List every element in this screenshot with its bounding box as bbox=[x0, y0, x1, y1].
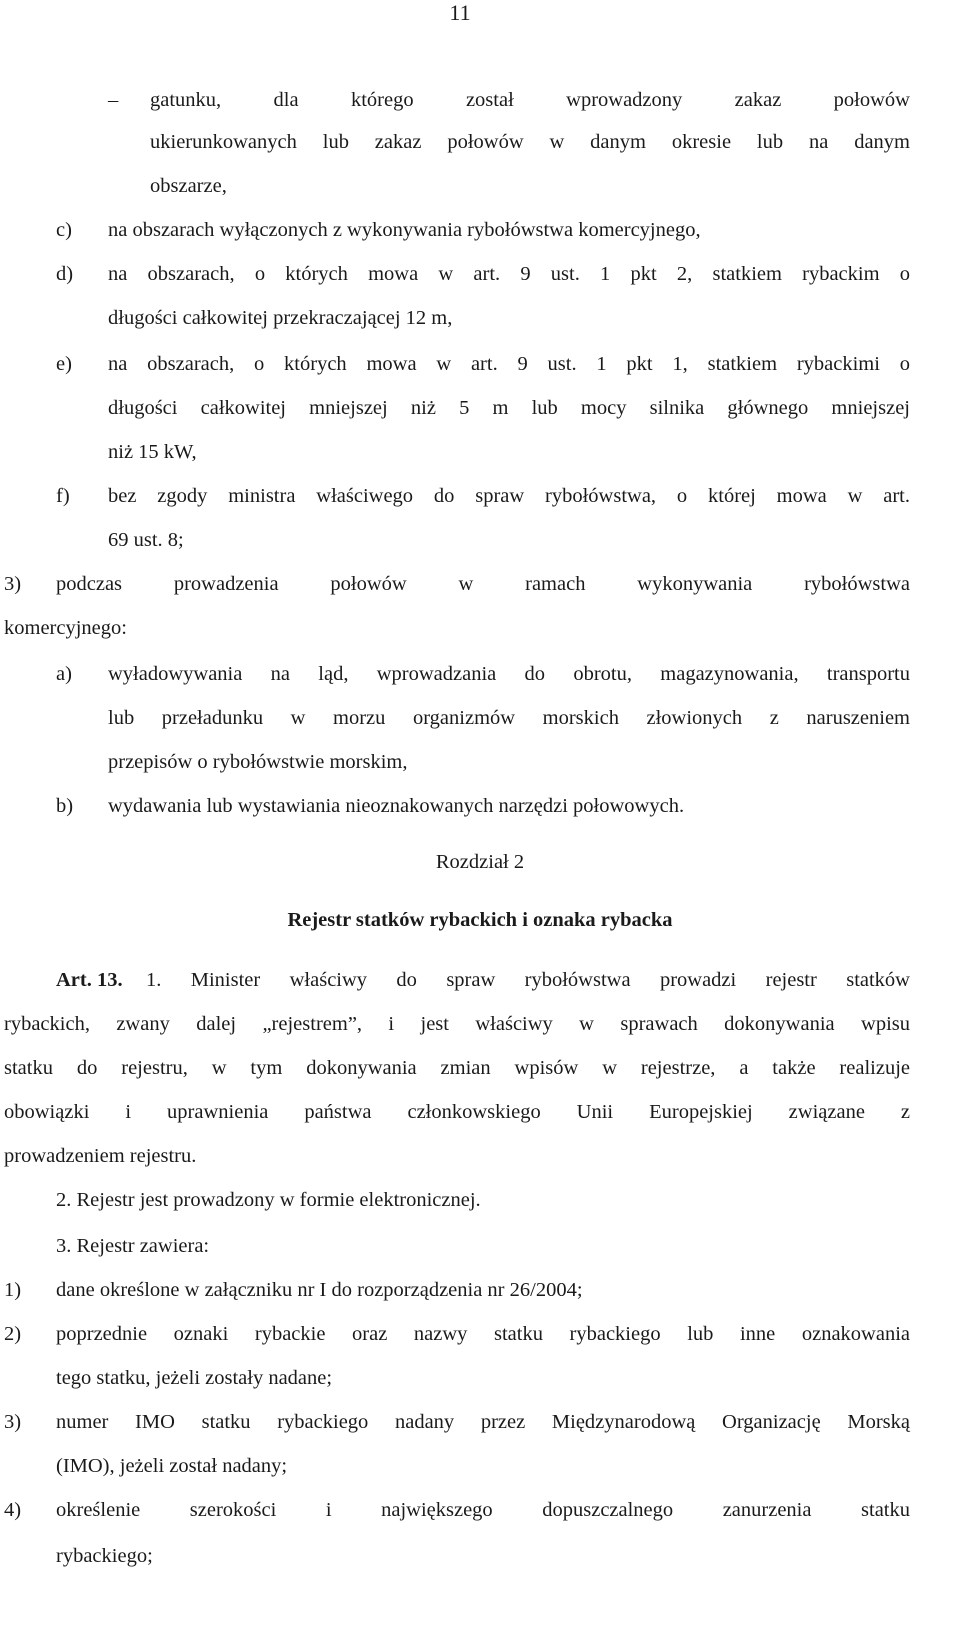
paragraph-line: dane określone w załączniku nr I do rozporządzenia nr 26/2004; bbox=[56, 1279, 583, 1301]
article-label: Art. 13. bbox=[56, 969, 123, 991]
paragraph-line: na obszarach, o których mowa w art. 9 ust. 1 pkt 2, statkiem rybackim o bbox=[108, 263, 910, 285]
list-marker-f: f) bbox=[56, 485, 70, 507]
list-marker-b: b) bbox=[56, 795, 74, 817]
list-marker-4: 4) bbox=[4, 1499, 22, 1521]
page-number: 11 bbox=[449, 0, 471, 25]
paragraph-line: 2. Rejestr jest prowadzony w formie elektronicznej. bbox=[56, 1189, 481, 1211]
paragraph-line: ukierunkowanych lub zakaz połowów w danym okresie lub na danym bbox=[150, 131, 910, 153]
paragraph-line: na obszarach, o których mowa w art. 9 ust. 1 pkt 1, statkiem rybackimi o bbox=[108, 353, 910, 375]
list-marker-a: a) bbox=[56, 663, 72, 685]
paragraph-line: 1. Minister właściwy do spraw rybołówstwa prowadzi rejestr statków bbox=[146, 969, 910, 991]
paragraph-line: numer IMO statku rybackiego nadany przez Międzynarodową Organizację Morską bbox=[56, 1411, 910, 1433]
list-marker-d: d) bbox=[56, 263, 74, 285]
paragraph-line: (IMO), jeżeli został nadany; bbox=[56, 1455, 288, 1477]
paragraph-line: wyładowywania na ląd, wprowadzania do obrotu, magazynowania, transportu bbox=[108, 663, 910, 685]
list-marker-1: 1) bbox=[4, 1279, 22, 1301]
paragraph-line: obszarze, bbox=[150, 175, 227, 197]
paragraph-line: gatunku, dla którego został wprowadzony zakaz połowów bbox=[150, 89, 910, 111]
list-marker-c: c) bbox=[56, 219, 72, 241]
paragraph-line: przepisów o rybołówstwie morskim, bbox=[108, 751, 408, 773]
paragraph-line: określenie szerokości i największego dopuszczalnego zanurzenia statku bbox=[56, 1499, 910, 1521]
list-marker-3: 3) bbox=[4, 573, 22, 595]
paragraph-line: na obszarach wyłączonych z wykonywania rybołówstwa komercyjnego, bbox=[108, 219, 701, 241]
paragraph-line: długości całkowitej przekraczającej 12 m, bbox=[108, 307, 453, 329]
paragraph-line: statku do rejestru, w tym dokonywania zmian wpisów w rejestrze, a także realizuje bbox=[4, 1057, 910, 1079]
paragraph-line: rybackich, zwany dalej „rejestrem”, i jest właściwy w sprawach dokonywania wpisu bbox=[4, 1013, 910, 1035]
paragraph-line: niż 15 kW, bbox=[108, 441, 197, 463]
paragraph-line: 69 ust. 8; bbox=[108, 529, 184, 551]
paragraph-line: obowiązki i uprawnienia państwa członkowskiego Unii Europejskiej związane z bbox=[4, 1101, 910, 1123]
paragraph-line: rybackiego; bbox=[56, 1545, 153, 1567]
list-marker-e: e) bbox=[56, 353, 72, 375]
paragraph-line: komercyjnego: bbox=[4, 617, 127, 639]
list-marker-3b: 3) bbox=[4, 1411, 22, 1433]
chapter-number: Rozdział 2 bbox=[435, 851, 525, 873]
paragraph-line: lub przeładunku w morzu organizmów morskich złowionych z naruszeniem bbox=[108, 707, 910, 729]
paragraph-line: 3. Rejestr zawiera: bbox=[56, 1235, 210, 1257]
chapter-title: Rejestr statków rybackich i oznaka rybacka bbox=[287, 909, 673, 931]
paragraph-line: poprzednie oznaki rybackie oraz nazwy statku rybackiego lub inne oznakowania bbox=[56, 1323, 910, 1345]
paragraph-line: długości całkowitej mniejszej niż 5 m lub mocy silnika głównego mniejszej bbox=[108, 397, 910, 419]
list-marker-dash: – bbox=[108, 89, 119, 111]
paragraph-line: tego statku, jeżeli zostały nadane; bbox=[56, 1367, 333, 1389]
list-marker-2: 2) bbox=[4, 1323, 22, 1345]
paragraph-line: prowadzeniem rejestru. bbox=[4, 1145, 197, 1167]
paragraph-line: podczas prowadzenia połowów w ramach wykonywania rybołówstwa bbox=[56, 573, 910, 595]
paragraph-line: wydawania lub wystawiania nieoznakowanych narzędzi połowowych. bbox=[108, 795, 685, 817]
paragraph-line: bez zgody ministra właściwego do spraw rybołówstwa, o której mowa w art. bbox=[108, 485, 910, 507]
